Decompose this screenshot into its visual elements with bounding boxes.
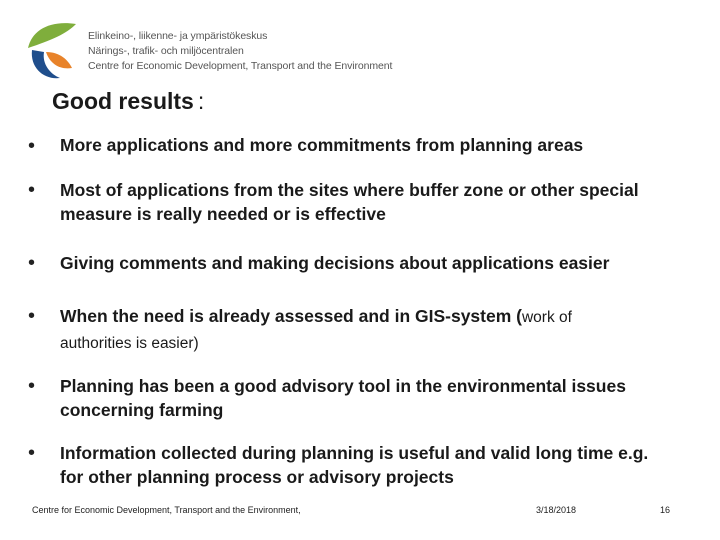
org-name-swedish: Närings-, trafik- och miljöcentralen: [88, 45, 244, 57]
result-item-4-tail: work of: [521, 309, 572, 326]
bullet-icon: •: [28, 179, 36, 201]
ely-centre-logo: [22, 18, 78, 84]
bullet-icon: •: [28, 375, 36, 397]
slide-title-colon: :: [197, 88, 205, 114]
result-item-4: [60, 304, 670, 330]
result-item-6: Information collected during planning is useful and valid long time e.g. for other planning process or advisory projects: [60, 443, 649, 487]
slide-title: [52, 88, 204, 115]
result-item-2: Most of applications from the sites where buffer zone or other special measure is really needed or is effective: [60, 180, 639, 224]
bullet-icon: •: [28, 305, 36, 327]
organization-names: [88, 29, 392, 74]
result-item-4-continuation: authorities is easier): [60, 335, 199, 352]
bullet-icon: •: [28, 252, 36, 274]
slide-title-text: Good results: [52, 88, 194, 114]
footer-organization: Centre for Economic Development, Transport and the Environment,: [32, 505, 301, 515]
result-item-1: More applications and more commitments from planning areas: [60, 135, 584, 155]
bullet-icon: •: [28, 135, 36, 157]
result-item-5: Planning has been a good advisory tool in the environmental issues concerning farming: [60, 376, 626, 420]
footer-date: 3/18/2018: [536, 505, 577, 515]
org-name-finnish: Elinkeino-, liikenne- ja ympäristökeskus: [88, 30, 268, 42]
logo-orange-arc: [46, 52, 72, 68]
footer-page-number: 16: [660, 505, 671, 515]
org-name-english: Centre for Economic Development, Transport and the Environment: [88, 60, 393, 72]
result-item-3: Giving comments and making decisions about applications easier: [60, 253, 610, 273]
bullet-icon: •: [28, 442, 36, 464]
result-item-4-text: When the need is already assessed and in GIS-system (: [60, 306, 522, 326]
logo-green-leaf: [28, 23, 76, 48]
